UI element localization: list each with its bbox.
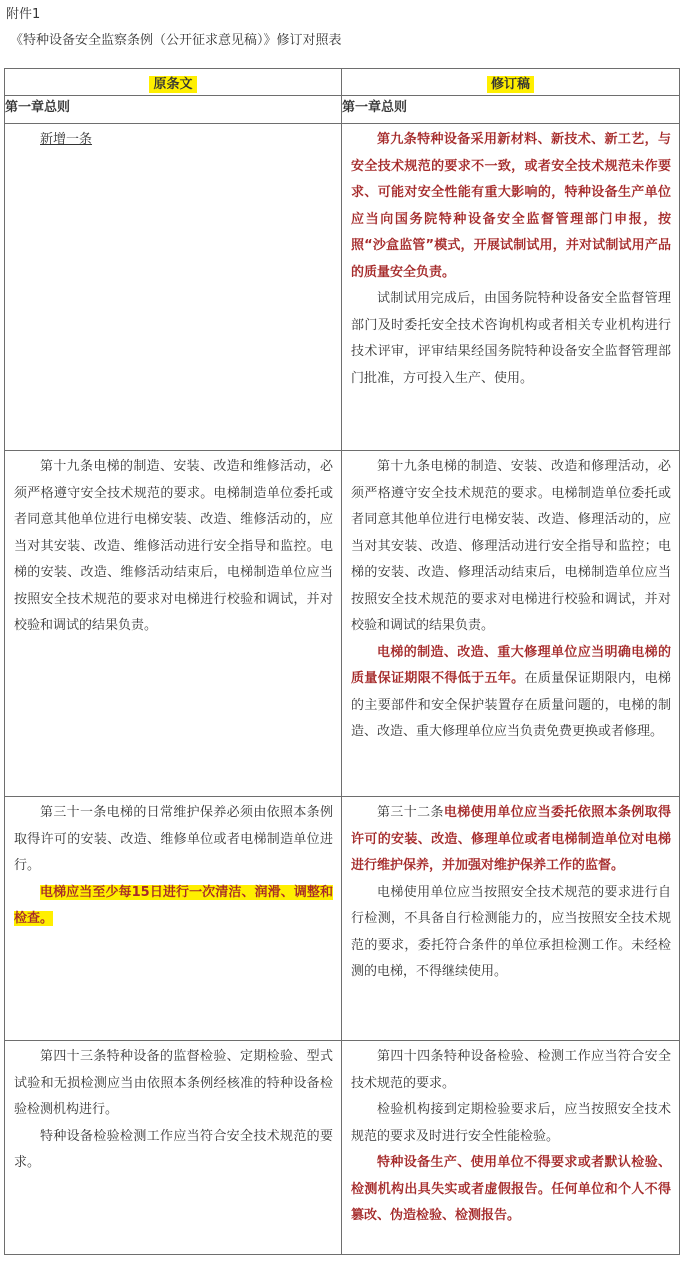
revised-cell (342, 797, 680, 1041)
original-paragraph: 第十九条电梯的制造、安装、改造和维修活动，必须严格遵守安全技术规范的要求。电梯制造单位委托或者同意其他单位进行电梯安装、改造、维修活动的，应当对其安装、改造、维修活动进行安全指导和监控。电梯的安装、改造、维修活动结束后，电梯制造单位应当按照安全技术规范的要求对电梯进行校验和调试，并对校验和调试的结果负责。 (14, 459, 333, 633)
revised-plain-text: 在质量保证期限内，电梯的主要部件和安全保护装置存在质量问题的，电梯的制造、改造、重大修理单位应当负责免费更换或者修理。 (351, 671, 671, 739)
revised-paragraph: 第九条特种设备采用新材料、新技术、新工艺，与安全技术规范的要求不一致，或者安全技术规范未作要求、可能对安全性能有重大影响的，特种设备生产单位应当向国务院特种设备安全监督管理部门申报，按照“沙盒监管”模式，开展试制试用，并对试制试用产品的质量安全负责。 (351, 132, 671, 280)
column-header-original (5, 69, 342, 96)
original-paragraph (14, 880, 333, 933)
revised-cell (342, 451, 680, 797)
revised-paragraph (351, 640, 671, 746)
revised-paragraph: 检验机构接到定期检验要求后，应当按照安全技术规范的要求及时进行安全性能检验。 (351, 1102, 671, 1144)
revised-bold-text: 电梯的制造、改造、重大修理单位应当明确电梯的质量保证期限不得低于五年。 (351, 644, 671, 686)
document-title: 《特种设备安全监察条例（公开征求意见稿）》修订对照表 (10, 33, 342, 48)
original-paragraph: 第四十三条特种设备的监督检验、定期检验、型式试验和无损检测应当由依照本条例经核准的特种设备检验检测机构进行。 (14, 1049, 333, 1117)
revised-paragraph: 第十九条电梯的制造、安装、改造和修理活动，必须严格遵守安全技术规范的要求。电梯制造单位委托或者同意其他单位进行电梯安装、改造、修理活动的，应当对其安装、改造、修理活动进行安全指导和监控；电梯的安装、改造、修理活动结束后，电梯制造单位应当按照安全技术规范的要求对电梯进行校验和调试，并对校验和调试的结果负责。 (351, 459, 671, 633)
comparison-table (4, 68, 680, 1255)
new-article-note: 新增一条 (40, 132, 93, 147)
original-paragraph: 特种设备检验检测工作应当符合安全技术规范的要求。 (14, 1128, 333, 1170)
article-number: 第三十二条 (377, 805, 444, 820)
highlighted-deleted-text: 电梯应当至少每15日进行一次清洁、润滑、调整和检查。 (14, 884, 333, 926)
revised-paragraph: 试制试用完成后，由国务院特种设备安全监督管理部门及时委托安全技术咨询机构或者相关专业机构进行技术评审，评审结果经国务院特种设备安全监督管理部门批准，方可投入生产、使用。 (351, 291, 671, 386)
revised-paragraph: 第四十四条特种设备检验、检测工作应当符合安全技术规范的要求。 (351, 1049, 671, 1091)
table-row (5, 797, 680, 1041)
revised-cell (342, 1041, 680, 1255)
revised-paragraph (351, 800, 671, 880)
table-row (5, 451, 680, 797)
revised-paragraph: 特种设备生产、使用单位不得要求或者默认检验、检测机构出具失实或者虚假报告。任何单位和个人不得篡改、伪造检验、检测报告。 (351, 1155, 671, 1223)
table-row (5, 124, 680, 451)
original-cell (5, 1041, 342, 1255)
original-cell (5, 451, 342, 797)
original-paragraph: 第三十一条电梯的日常维护保养必须由依照本条例取得许可的安装、改造、维修单位或者电梯制造单位进行。 (14, 805, 333, 873)
column-header-revised-label: 修订稿 (487, 76, 534, 93)
chapter-original: 第一章总则 (5, 96, 342, 124)
column-header-revised (342, 69, 680, 96)
original-cell (5, 797, 342, 1041)
original-cell (5, 124, 342, 451)
table-row (5, 1041, 680, 1255)
revised-paragraph: 电梯使用单位应当按照安全技术规范的要求进行自行检测，不具备自行检测能力的，应当按照安全技术规范的要求，委托符合条件的单位承担检测工作。未经检测的电梯，不得继续使用。 (351, 884, 671, 979)
revised-bold-text: 电梯使用单位应当委托依照本条例取得许可的安装、改造、修理单位或者电梯制造单位对电梯进行维护保养，并加强对维护保养工作的监督。 (351, 805, 671, 873)
revised-cell (342, 124, 680, 451)
table-header-row (5, 69, 680, 96)
annex-label: 附件1 (6, 7, 41, 22)
chapter-revised: 第一章总则 (342, 96, 680, 124)
column-header-original-label: 原条文 (149, 76, 196, 93)
chapter-row (5, 96, 680, 124)
